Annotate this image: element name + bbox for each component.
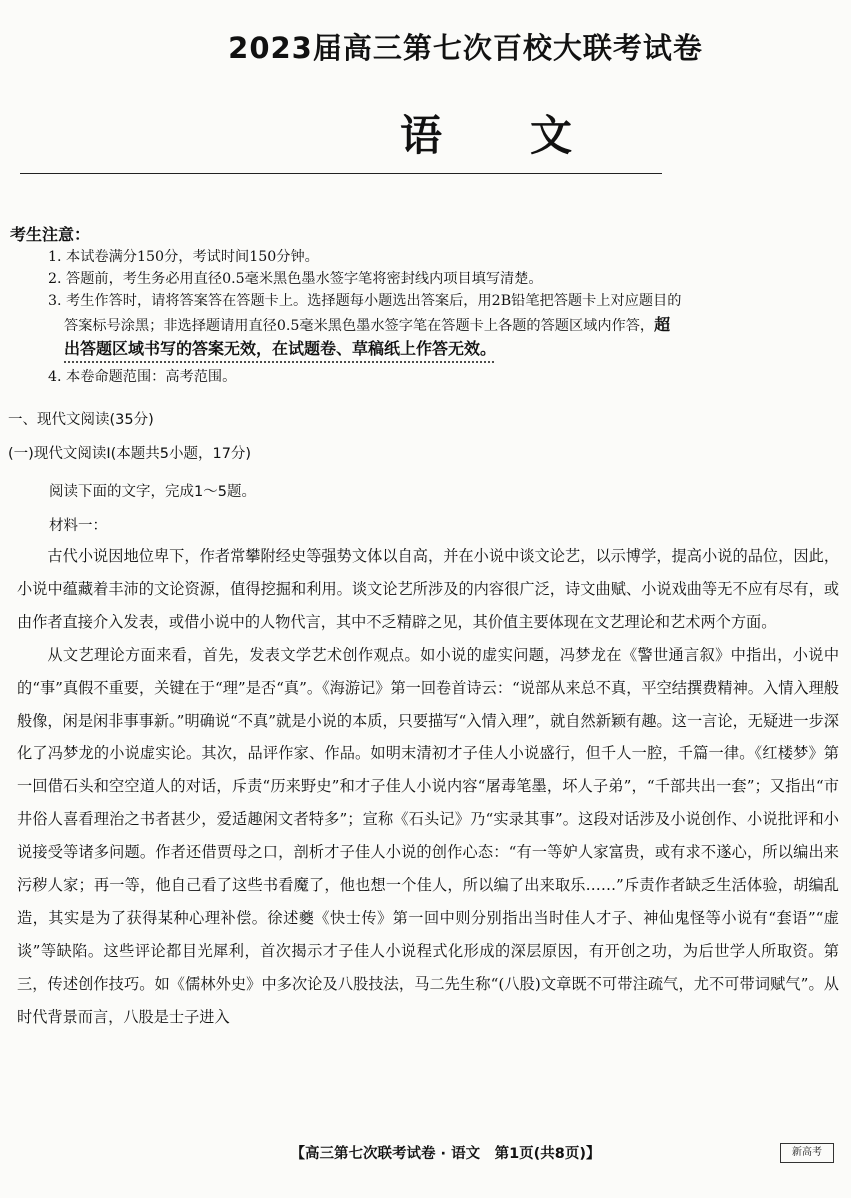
paragraph-2: 从文艺理论方面来看，首先，发表文学艺术创作观点。如小说的虚实问题，冯梦龙在《警世通言叙》中指出，小说中的“事”真假不重要，关键在于“理”是否“真”。《海游记》第一回卷首诗云：“说部从来总不真，平空结撰费精神。入情入理般般像，闲是闲非事事新。”明确说“不真”就是小说的本质，只要描写“入情入理”，就自然新颖有趣。这一言论，无疑进一步深化了冯梦龙的小说虚实论。其次，品评作家、作品。如明末清初才子佳人小说盛行，但千人一腔，千篇一律。《红楼梦》第一回借石头和空空道人的对话，斥责“历来野史”和才子佳人小说内容“屠毒笔墨，坏人子弟”，“千部共出一套”；又指出“市井俗人喜看理治之书者甚少，爱适趣闲文者特多”；宣称《石头记》乃“实录其事”。这段对话涉及小说创作、小说批评和小说接受等诸多问题。作者还借贾母之口，剖析才子佳人小说的创作心态：“有一等妒人家富贵，或有求不遂心，所以编出来污秽人家；再一等，他自己看了这些书看魔了，他也想一个佳人，所以编了出来取乐……”斥责作者缺乏生活体验，胡编乱造，其实是为了获得某种心理补偿。徐述夔《快士传》第一回中则分别指出当时佳人才子、神仙鬼怪等小说有“套语”“虚谈”等缺陷。这些评论都目光犀利，首次揭示才子佳人小说程式化形成的深层原因，有开创之功，为后世学人所取资。第三，传述创作技巧。如《儒林外史》中多次论及八股技法，马二先生称“(八股)文章既不可带注疏气，尤不可带词赋气”。从时代背景而言，八股是士子进入 xyxy=(17,645,839,1026)
notice-heading: 考生注意： xyxy=(10,225,91,244)
notice-item-3-line2 xyxy=(64,312,670,335)
section-part1: 一、现代文阅读(35分) xyxy=(8,412,154,428)
header-divider xyxy=(20,173,662,174)
notice-item-3-line2-plain: 答案标号涂黑；非选择题请用直径0.5毫米黑色墨水签字笔在答题卡上各题的答题区域内作答， xyxy=(64,318,655,334)
reading-instruction: 阅读下面的文字，完成1～5题。 xyxy=(49,484,256,500)
exam-title: 2023届高三第七次百校大联考试卷 xyxy=(228,31,703,65)
notice-item-4: 4. 本卷命题范围：高考范围。 xyxy=(48,369,237,385)
notice-item-3-line1: 3. 考生作答时，请将答案答在答题卡上。选择题每小题选出答案后，用2B铅笔把答题卡上对应题目的 xyxy=(48,293,682,309)
notice-item-3-line2-bold: 超 xyxy=(654,315,671,334)
subject-title: 语文 xyxy=(400,111,661,160)
notice-item-3-line3: 出答题区域书写的答案无效，在试题卷、草稿纸上作答无效。 xyxy=(64,339,497,358)
page-footer: 【高三第七次联考试卷 · 语文 第1页(共8页)】 xyxy=(290,1146,601,1162)
material-label: 材料一： xyxy=(49,518,107,534)
notice-item-2: 2. 答题前，考生务必用直径0.5毫米黑色墨水签字笔将密封线内项目填写清楚。 xyxy=(48,271,543,287)
notice-item-1: 1. 本试卷满分150分，考试时间150分钟。 xyxy=(48,249,319,265)
section-part1-sub: (一)现代文阅读Ⅰ(本题共5小题，17分) xyxy=(8,446,252,462)
article-body xyxy=(17,540,839,1034)
paragraph-1: 古代小说因地位卑下，作者常攀附经史等强势文体以自高，并在小说中谈文论艺，以示博学，提高小说的品位，因此，小说中蕴藏着丰沛的文论资源，值得挖掘和利用。谈文论艺所涉及的内容很广泛，诗文曲赋、小说戏曲等无不应有尽有，或由作者直接介入发表，或借小说中的人物代言，其中不乏精辟之见，其价值主要体现在文艺理论和艺术两个方面。 xyxy=(17,547,839,631)
edition-stamp: 新高考 xyxy=(780,1143,834,1163)
